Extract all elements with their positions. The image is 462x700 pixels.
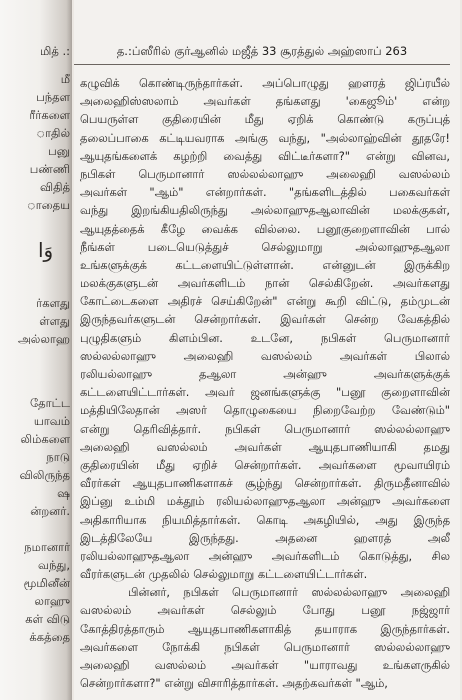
text-line: இருந்தவர்களுடன் சென்றார்கள். இவர்கள் சென்ற வேகத்தில் [80,312,450,327]
text-line: வஸல்லம் அவர்கள் செல்லும் போது பனூ நஜ்ஜார் [80,603,450,618]
text-line: பின்னர், நபிகள் பெருமானார் ஸல்லல்லாஹு அலைஹி [128,585,450,600]
text-line: அலைஹி வஸல்லம் அவர்கள் ஆயுதபாணியாகி தமது [80,439,450,454]
gutter-text-fragment: ர்களது [36,298,70,310]
gutter-text-fragment: ாதைய [26,200,70,212]
gutter-header-fragment: மித் .: [40,46,70,58]
text-line: என்று தெரிவித்தார். நபிகள் பெருமானார் ஸல்லல்லாஹு [80,421,450,436]
text-line: நபிகள் பெருமானார் ஸல்லல்லாஹு அலைஹி வஸல்லம் [80,166,450,181]
gutter-text-fragment: ன்றனர். [30,506,70,518]
text-line: ஆயுதத்தைக் கீழே வைக்க வில்லை. பனூகுறைளாவின் பால் [80,221,450,236]
text-line: கழுவிக் கொண்டிருந்தார்கள். அப்பொழுது ஹளரத் ஜிப்ரயீல் [80,76,450,90]
text-line: புழுதிகளும் கிளம்பின. உடனே, நபிகள் பெருமானார் [80,330,450,345]
gutter-text-fragment: பனு [48,146,70,158]
gutter-text-fragment: விதித் [40,182,70,194]
text-line: இப்னு உம்மி மக்தூம் ரலியல்லாஹுதஆலா அன்ஹு அவர்களை [80,494,450,509]
text-line: வந்து இறங்கியதிலிருந்து அல்லாஹுதஆலாவின் மலக்குகள், [80,203,450,218]
text-line: ஆயுதங்களைக் கழற்றி வைத்து விட்டீர்களா?" என்று வினவ, [80,148,450,163]
text-line: குதிரையின் மீது ஏறிச் சென்றார்கள். அவர்களை மூவாயிரம் [80,457,450,472]
text-line: மலக்குகளுடன் அவர்களிடம் நான் செல்கிறேன். அவர்களது [80,276,450,291]
text-line: உங்களுக்குக் கட்டளையிட்டுள்ளான். என்னுடன் இருக்கிற [80,257,450,272]
gutter-text-fragment: நாடு [46,452,70,464]
gutter-text-fragment: ாதில் [36,128,70,140]
gutter-text-fragment: ரீர்களை [29,110,70,122]
gutter-text-fragment: கள் விடு [25,614,70,626]
text-line: வீரர்கள் ஆயுதபாணிகளாகச் சூழ்ந்து சென்றார்கள். திருமதீனாவில் [80,476,450,491]
arabic-fragment: وَا [38,238,54,262]
gutter-text-fragment: யாவம் [33,416,70,428]
gutter-text-fragment: பண்ணி [29,164,70,176]
text-line: கோட்டைகளை அதிரச் செய்கிறேன்" என்று கூறி விட்டு, தம்முடன் [80,294,450,309]
book-page [74,0,460,700]
previous-page-edge [0,0,72,700]
gutter-text-fragment: க்கத்தை [29,632,70,644]
text-line: பெயருள்ள குதிரையின் மீது ஏறிக் கொண்டு கருப்புத் [80,112,450,127]
running-header [74,44,450,65]
gutter-text-fragment: வந்து, [37,560,70,572]
page-body [80,74,450,692]
gutter-text-fragment: ள்ளது [39,316,70,328]
text-line: சென்றார்களா?" என்று விசாரித்தார்கள். அதற்கவர்கள் "ஆம், [80,676,388,691]
text-line: அலைஹி வஸல்லம் அவர்கள் "யாராவது உங்களருகில் [80,658,450,672]
text-line: கட்டளையிட்டார்கள். அவர் ஜனங்களுக்கு "பனூ குறைளாவின் [80,385,450,400]
gutter-text-fragment: நமானார் [24,542,70,554]
text-line: அதிகாரியாக நியமித்தார்கள். கொடி அகழியில், அது இருந்த [80,512,450,527]
text-line: நீங்கள் படையெடுத்துச் செல்லுமாறு அல்லாஹுதஆலா [80,239,450,254]
text-line: அவர்கள் "ஆம்" என்றார்கள். "தங்களிடத்தில் பகைவர்கள் [80,185,450,200]
gutter-text-fragment: விலிருந்த [19,470,70,482]
text-line: கோத்திரத்தாரும் ஆயுதபாணிகளாகித் தயாராக இருந்தார்கள். [80,621,450,636]
gutter-text-fragment: பந்தள [36,92,70,104]
header-title: த.:ப்ஸீரில் குர்ஆனில் மஜீத் 33 சூரத்துல் அஹ்ஸாப் 263 [116,44,408,58]
gutter-text-fragment: லிம்களை [20,434,70,446]
text-line: தலைப்பாகை கட்டியவராக அங்கு வந்து, "அல்லாஹ்வின் தூதரே! [80,130,450,145]
gutter-text-fragment: மீ [60,74,70,86]
text-line: அவர்களை நோக்கி நபிகள் பெருமானார் ஸல்லல்லாஹு [80,639,450,654]
text-line: இடத்திலேயே இருந்தது. அதனை ஹளரத் அலீ [80,530,450,545]
text-line: ரலியல்லாஹு தஆலா அன்ஹு அவர்களுக்குக் [80,367,450,381]
gutter-text-fragment: ஷ [57,488,70,500]
text-line: மத்தியிலேதான் அஸர் தொழுகையை நிறைவேற்ற வேண்டும்" [80,403,450,418]
gutter-text-fragment: அல்லாஹ [18,334,70,346]
gutter-text-fragment: லாஹு [34,596,70,608]
text-line: ஸல்லல்லாஹு அலைஹி வஸல்லம் அவர்கள் பிலால் [80,348,450,363]
text-line: அலைஹிஸ்ஸலாம் அவர்கள் தங்களது 'கைஜூம்' என்ற [80,94,450,109]
gutter-text-fragment: தோட்ட [30,398,70,410]
gutter-text-fragment: மூமினீன் [23,578,70,590]
text-line: வீரர்களுடன் முதலில் செல்லுமாறு கட்டளையிட்டார்கள். [80,567,368,582]
text-line: ரலியல்லாஹுதஆலா அன்ஹு அவர்களிடம் கொடுத்து, சில [80,548,450,563]
